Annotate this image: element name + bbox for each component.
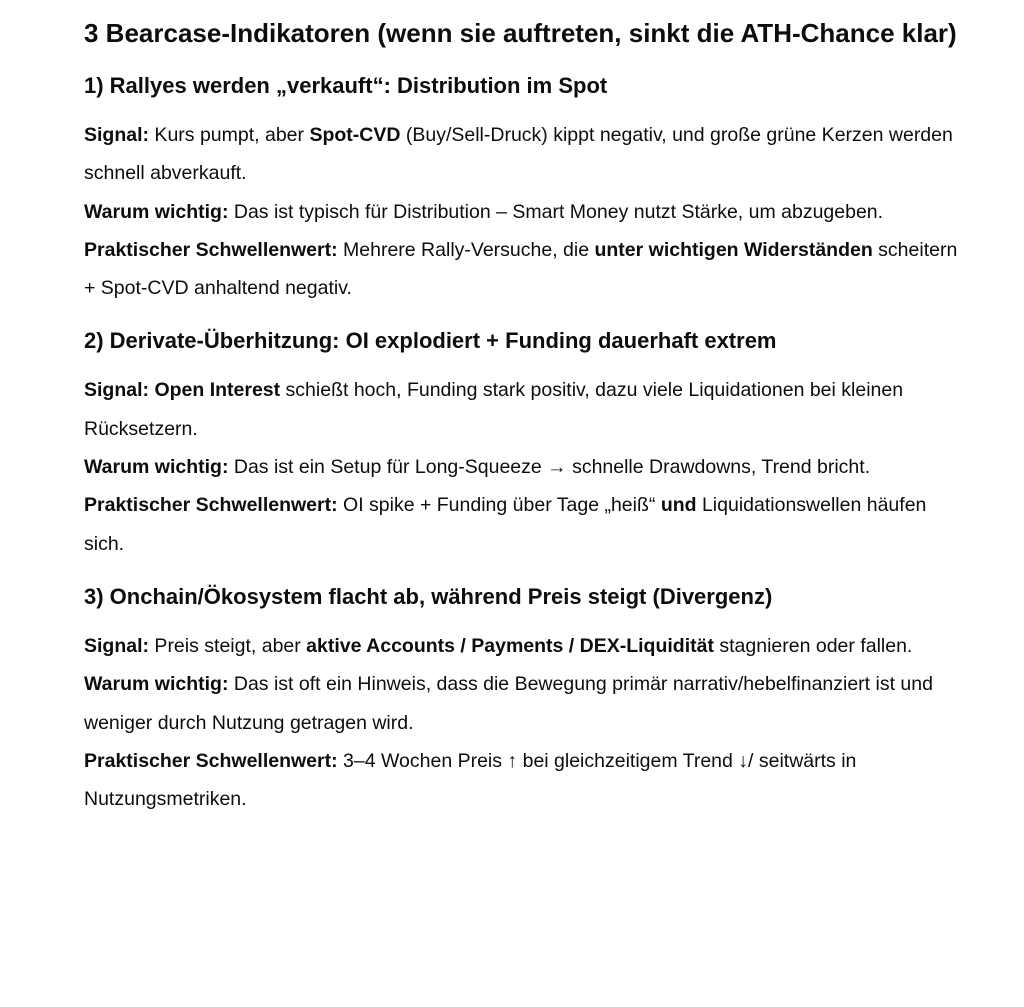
signal-text-rest: (Buy/Sell-Druck) kippt negativ, und große grüne Kerzen werden schnell abverkauft. — [84, 124, 953, 185]
schwelle-paragraph — [84, 231, 964, 308]
section-3 — [84, 581, 964, 818]
signal-text-rest: stagnieren oder fallen. — [713, 634, 913, 657]
signal-text: Kurs pumpt, aber — [149, 124, 310, 146]
signal-paragraph — [84, 371, 964, 448]
signal-text-rest: schießt hoch, Funding stark positiv, dazu viele Liquidationen bei kleinen Rücksetzern. — [84, 379, 904, 440]
warum-label: Warum wichtig: — [84, 456, 229, 479]
warum-label: Warum wichtig: — [84, 200, 229, 223]
schwelle-text-rest: scheitern + Spot-CVD anhaltend negativ. — [84, 238, 958, 300]
warum-text: Das ist typisch für Distribution – Smart Money nutzt Stärke, um abzugeben. — [228, 200, 884, 223]
schwelle-label: Praktischer Schwellenwert: — [84, 238, 338, 261]
schwelle-text: 3–4 Wochen Preis ↑ bei gleichzeitigem Trend ↓/ seitwärts in Nutzungsmetriken. — [84, 749, 857, 811]
section-heading: 2) Derivate-Überhitzung: OI explodiert + Funding dauerhaft extrem — [84, 328, 777, 354]
schwelle-label: Praktischer Schwellenwert: — [84, 494, 338, 517]
section-heading: 3) Onchain/Ökosystem flacht ab, während Preis steigt (Divergenz) — [84, 583, 773, 609]
section-heading: 1) Rallyes werden „verkauft“: Distribution im Spot — [84, 73, 608, 98]
warum-text: Das ist ein Setup für Long-Squeeze → schnelle Drawdowns, Trend bricht. — [228, 456, 871, 479]
signal-paragraph — [84, 627, 964, 665]
warum-text: Das ist oft ein Hinweis, dass die Bewegung primär narrativ/hebelfinanziert ist und weniger durch Nutzung getragen wird. — [84, 673, 933, 734]
schwelle-text-rest: Liquidationswellen häufen sich. — [84, 494, 927, 555]
schwelle-emphasis: und — [660, 494, 697, 517]
signal-text: Preis steigt, aber — [149, 634, 307, 657]
signal-emphasis: aktive Accounts / Payments / DEX-Liquidität — [306, 634, 714, 657]
signal-label: Signal: — [84, 124, 150, 146]
schwelle-emphasis: unter wichtigen Widerständen — [594, 238, 873, 261]
signal-emphasis: Spot-CVD — [309, 124, 401, 146]
signal-label: Signal: — [84, 634, 150, 657]
signal-paragraph — [84, 116, 964, 193]
warum-paragraph — [84, 193, 964, 231]
schwelle-label: Praktischer Schwellenwert: — [84, 749, 338, 772]
page-title: 3 Bearcase-Indikatoren (wenn sie auftreten, sinkt die ATH-Chance klar) — [84, 18, 957, 48]
schwelle-text: Mehrere Rally-Versuche, die — [337, 238, 595, 261]
schwelle-text: OI spike + Funding über Tage „heiß“ — [337, 494, 661, 517]
warum-paragraph — [84, 665, 964, 742]
signal-label: Signal: — [84, 379, 150, 402]
warum-paragraph — [84, 448, 964, 486]
schwelle-paragraph — [84, 486, 964, 563]
section-2 — [84, 325, 964, 562]
signal-emphasis: Open Interest — [154, 379, 281, 402]
schwelle-paragraph — [84, 742, 964, 819]
warum-label: Warum wichtig: — [84, 673, 229, 696]
section-1 — [84, 70, 964, 307]
